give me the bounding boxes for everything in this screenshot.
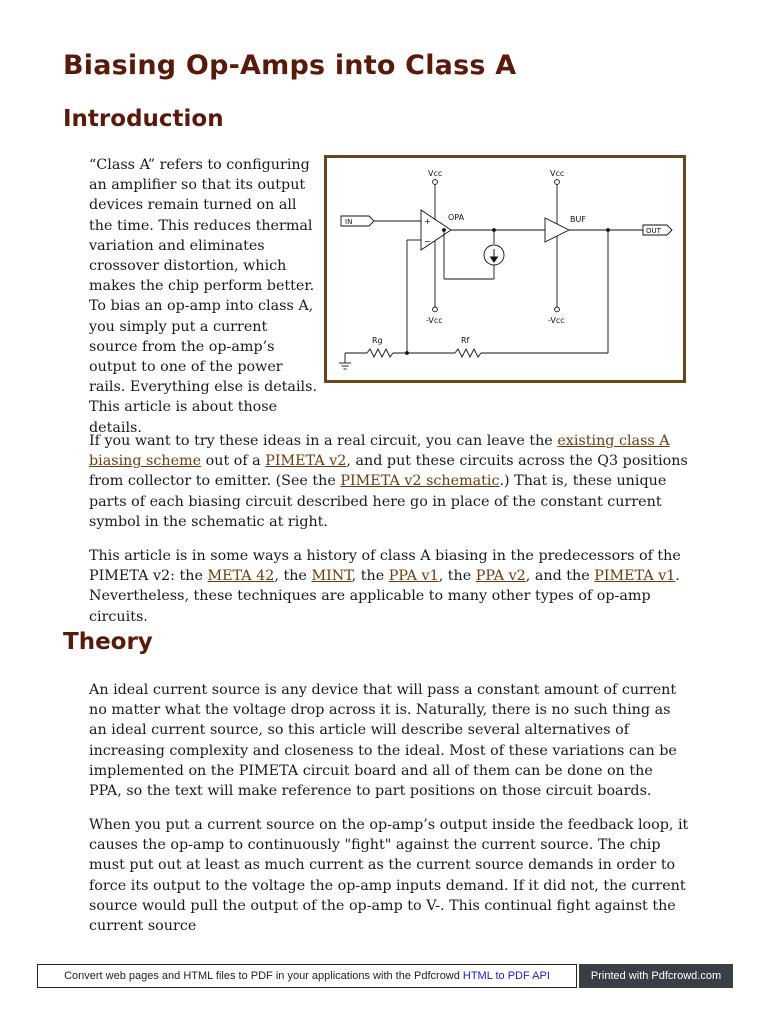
paragraph-ideal-current-source: An ideal current source is any device that will pass a constant amount of current no matter what the voltage drop across it is. Naturally, there is no such thing as an ideal current source, so this article will describe several alternatives of increasing complexity and closeness to the ideal. Most of these variations can be implemented on the PIMETA circuit board and all of them can be done on the PPA, so the text will make reference to part positions on those circuit boards. xyxy=(89,682,677,800)
vee-right-terminal xyxy=(555,307,560,312)
html-to-pdf-api-link[interactable]: HTML to PDF API xyxy=(462,970,550,982)
page-title: Biasing Op-Amps into Class A xyxy=(63,50,517,81)
printed-with-text: Printed with Pdfcrowd.com xyxy=(590,970,722,982)
vcc-left-terminal xyxy=(433,180,438,185)
text-span: out of a xyxy=(201,453,266,470)
link-mint[interactable]: MINT xyxy=(311,568,352,585)
introduction-heading: Introduction xyxy=(63,106,224,132)
text-span: . Nevertheless, these techniques are applicable to many other types of op-amp circuits. xyxy=(89,568,680,625)
link-ppa-v2[interactable]: PPA v2 xyxy=(475,568,526,585)
text-span: , the xyxy=(438,568,476,585)
vee-left-terminal xyxy=(433,307,438,312)
paragraph-class-a-scheme xyxy=(89,431,689,532)
link-pimeta-v1[interactable]: PIMETA v1 xyxy=(594,568,676,585)
link-pimeta-v2[interactable]: PIMETA v2 xyxy=(265,453,347,470)
rf-resistor xyxy=(455,349,481,357)
out-label: OUT xyxy=(646,227,661,235)
intro-paragraph: “Class A” refers to configuring an amplifier so that its output devices remain turned on all the time. This reduces thermal variation and eliminates crossover distortion, which makes the chip perform better. To bias an op-amp into class A, you simply put a current source from the op-amp’s output to one of the power rails. Everything else is details. This article is about those details. xyxy=(89,157,317,436)
paragraph-feedback-loop: When you put a current source on the op-amp’s output inside the feedback loop, it causes the op-amp to continuously "fight" against the current source. The chip must put out at least as much current as the current source demands in order to force its output to the voltage the op-amp inputs demand. If it did not, the current source would pull the output of the op-amp to V-. This continual fight against the current source xyxy=(89,817,689,935)
rg-label: Rg xyxy=(372,336,383,345)
text-span: If you want to try these ideas in a real circuit, you can leave the xyxy=(89,433,558,449)
pdfcrowd-footer xyxy=(37,964,577,988)
text-span: , the xyxy=(351,568,389,585)
footer-text: Convert web pages and HTML files to PDF in your applications with the Pdfcrowd xyxy=(64,970,460,982)
rg-resistor xyxy=(367,349,393,357)
text-span: , the xyxy=(274,568,312,585)
minus-sign: − xyxy=(424,237,431,246)
vcc-left-label: Vcc xyxy=(428,169,443,178)
in-label: IN xyxy=(345,218,353,226)
theory-heading: Theory xyxy=(63,629,153,655)
vee-left-label: -Vcc xyxy=(426,316,443,325)
schematic-diagram xyxy=(327,158,683,380)
text-span: .) That is, these unique parts of each biasing circuit described here go in place of the constant current symbol in the schematic at right. xyxy=(89,473,667,530)
paragraph-history xyxy=(89,546,689,627)
link-meta-42[interactable]: META 42 xyxy=(207,568,275,585)
text-span: , and the xyxy=(525,568,595,585)
link-pimeta-v2-schematic[interactable]: PIMETA v2 schematic xyxy=(340,473,500,490)
link-ppa-v1[interactable]: PPA v1 xyxy=(388,568,439,585)
vee-right-label: -Vcc xyxy=(548,316,565,325)
link-existing-class-a-biasing-scheme[interactable]: existing class A biasing scheme xyxy=(89,433,670,470)
rf-label: Rf xyxy=(461,336,470,345)
vcc-right-label: Vcc xyxy=(550,169,565,178)
buf-label: BUF xyxy=(570,215,586,224)
opa-label: OPA xyxy=(448,213,465,222)
plus-sign: + xyxy=(424,217,431,226)
text-span: , and put these circuits across the Q3 positions from collector to emitter. (See the xyxy=(89,453,688,490)
vcc-right-terminal xyxy=(555,180,560,185)
schematic-figure xyxy=(324,155,686,383)
printed-with-badge[interactable] xyxy=(579,964,733,988)
text-span: This article is in some ways a history of class A biasing in the predecessors of the PIMETA v2: the xyxy=(89,548,681,585)
